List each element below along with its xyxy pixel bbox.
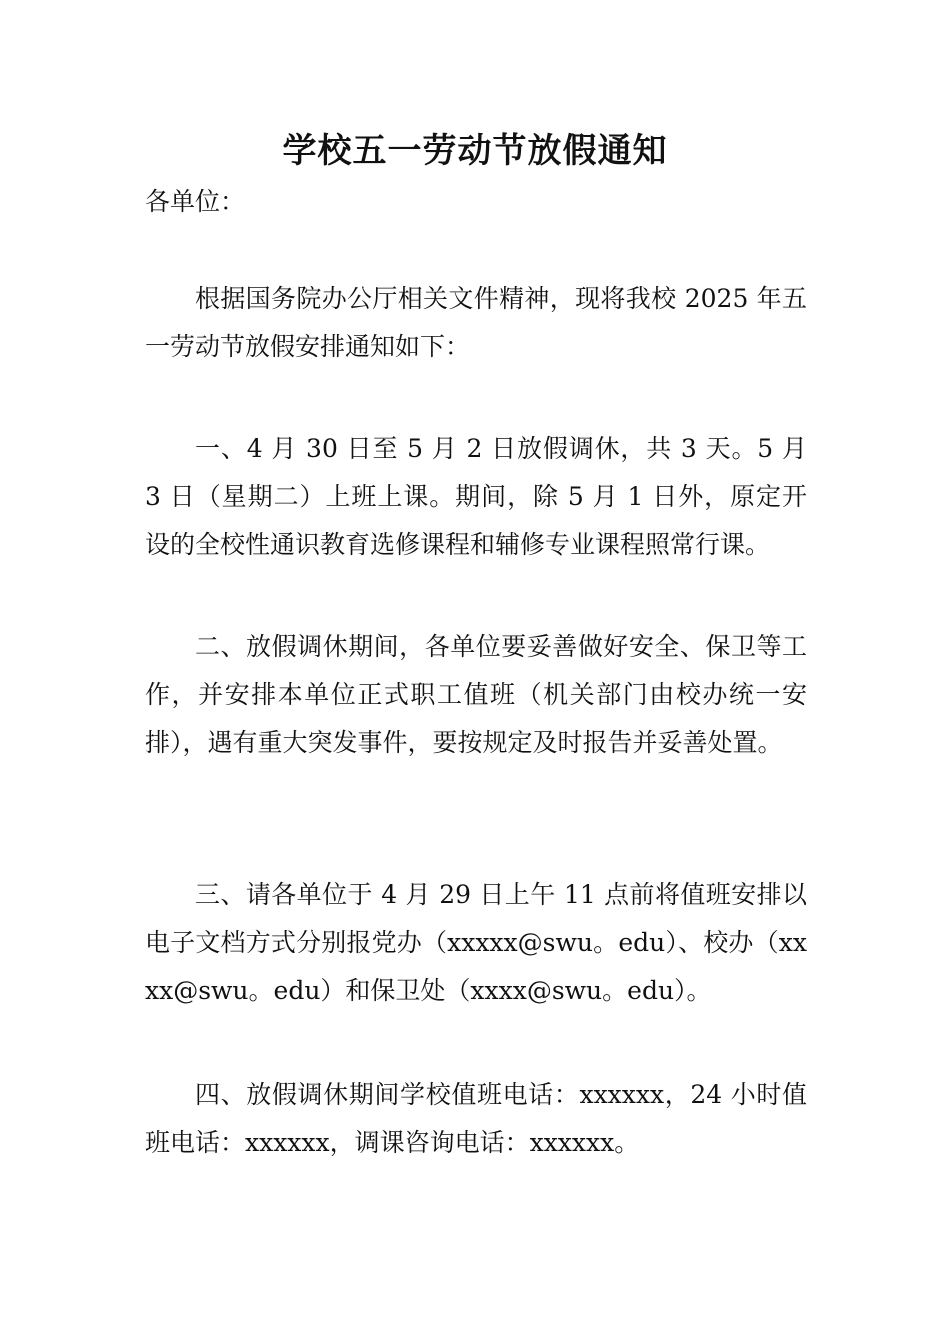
- document-title: 学校五一劳动节放假通知: [282, 131, 668, 171]
- paragraph-item-2: 二、放假调休期间，各单位要妥善做好安全、保卫等工作，并安排本单位正式职工值班（机关部门由校办统一安排），遇有重大突发事件，要按规定及时报告并妥善处置。: [145, 632, 807, 757]
- salutation: 各单位：: [145, 187, 246, 216]
- paragraph-item-3: 三、请各单位于 4 月 29 日上午 11 点前将值班安排以电子文档方式分别报党办（xxxxx@swu。edu）、校办（xxxx@swu。edu）和保卫处（xxxx@swu。edu）。: [145, 880, 807, 1005]
- paragraph-item-4: 四、放假调休期间学校值班电话：xxxxxx，24 小时值班电话：xxxxxx，调课咨询电话：xxxxxx。: [145, 1080, 807, 1157]
- paragraph-item-1: 一、4 月 30 日至 5 月 2 日放假调休，共 3 天。5 月 3 日（星期二）上班上课。期间，除 5 月 1 日外，原定开设的全校性通识教育选修课程和辅修专业课程照常行课。: [145, 434, 807, 559]
- paragraph-intro: 根据国务院办公厅相关文件精神，现将我校 2025 年五一劳动节放假安排通知如下：: [145, 284, 807, 361]
